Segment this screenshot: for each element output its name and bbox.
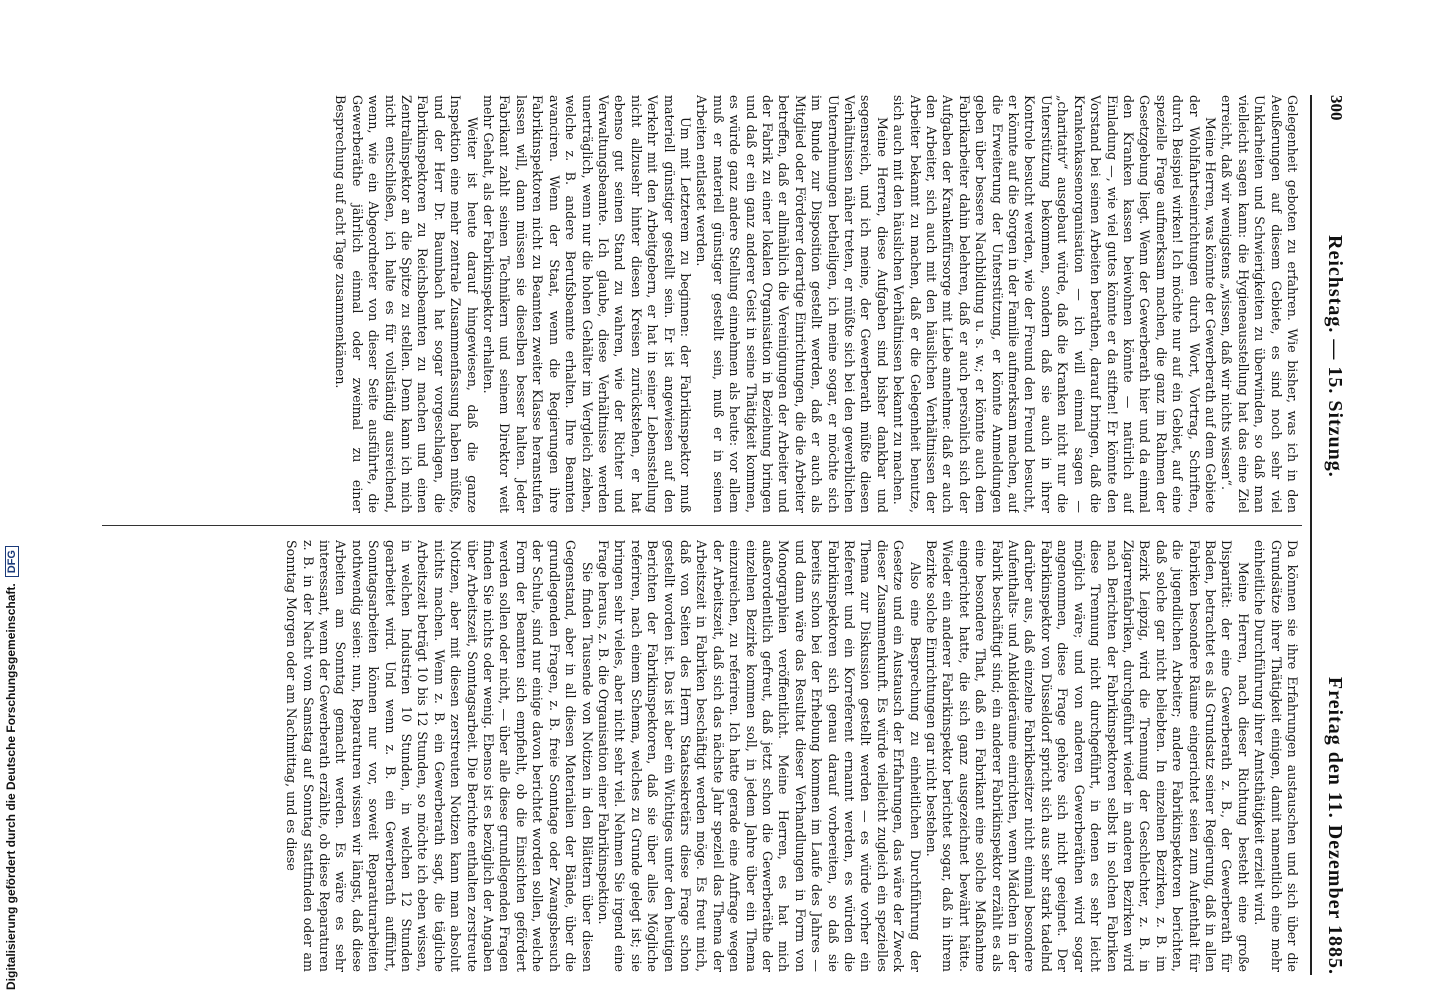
dfg-logo: DFG xyxy=(5,546,19,577)
funding-text: Digitalisierung gefördert durch die Deutsche Forschungsgemeinschaft. xyxy=(4,583,18,990)
scanned-page xyxy=(86,0,1422,1000)
paragraph: Da können sie ihre Erfahrungen austauschen und sich über die Grundsätze ihrer Thätigkeit einigen, damit namentlich eine mehr einheitliche Durchführung ihrer Amtsthätigkeit erzielt wird. xyxy=(1252,540,1300,972)
session-title: Reichstag. — 15. Sitzung. xyxy=(1324,235,1346,478)
header-rule xyxy=(1310,95,1312,975)
funding-footer xyxy=(4,546,19,990)
paragraph: Meine Herren, nach dieser Richtung besteht eine große Disparität: der eine Gewerberath z. B., der Gewerberath für Baden, betrachtet es als Grundsatz seiner Regierung, daß in allen Fabriken besondere Räume eingerichtet seien zum Aufenthalt für die jugendlichen Arbeiter; andere Fabrikinspektoren berichten, daß solche gar nicht beliebten. In einzelnen Bezirken, z. B. im Bezirk Leipzig, wird die Trennung der Geschlechter, z. B. in Zigarrenfabriken, durchgeführt wieder in anderen Bezirken wird nach Berichten der Fabrikinspektoren selbst in solchen Fabriken diese Trennung nicht durchgeführt, in denen es sehr leicht möglich wäre; und von anderen Gewerberäthen wird sogar angenommen, diese Frage gehöre sich nicht geeignet. Der Fabrikinspektor von Düsseldorf spricht sich aus sehr stark tadelnd darüber aus, daß einzelne Fabrikbesitzer nicht einmal besondere Aufenthalts- und Ankleideräume einrichten, wenn Mädchen in der Fabrik beschäftigt sind; ein anderer Fabrikinspektor erzählt es als eine besondere That, daß ein Fabrikant eine solche Maßnahme eingerichtet hatte, die sich ganz ausgezeichnet bewährt hätte. Wieder ein anderer Fabrikinspektor berichtet sogar, daß in ihrem Bezirke solche Einrichtungen gar nicht bestehen. xyxy=(924,540,1251,972)
page-number: 300 xyxy=(1327,95,1346,121)
session-date: Freitag den 11. Dezember 1885. xyxy=(1324,676,1346,975)
left-column xyxy=(110,95,1300,513)
right-column xyxy=(110,540,1300,972)
page-header xyxy=(1318,95,1348,975)
paragraph: Meine Herren, diese Aufgaben sind bisher dankbar und segensreich, und ich meine, der Gewerberath müßte diesen Verhältnissen näher treten, er müßte sich bei den gewerblichen Unternehmungen betheiligen, ich meine sogar, er möchte sich im Bunde zur Disposition gestellt werden, daß er auch als Mitglied oder Förderer derartige Einrichtungen, die die Arbeiter betreffen, daß er allmählich die Vereinigungen der Arbeiter und der Fabrik zu einer lokalen Organisation in Beziehung bringen und daß er ein ganz anderer Geist in seine Thätigkeit kommen, es würde ganz andere Stellung einnehmen als heute: vor allem muß er materiell günstiger gestellt sein, muß er in seinen Arbeiten entlastet werden. xyxy=(694,95,890,513)
paragraph: Also eine Besprechung zu einheitlichen Durchführung der Gesetze und ein Austausch der Erfahrungen, das wäre der Zweck dieser Zusammenkunft. Es würde vielleicht zugleich ein spezielles Thema zur Diskussion gestellt werden — es würde vorher ein Referent und ein Korreferent ernannt werden, es würden die Fabrikinspektoren sich genau darauf vorbereiten, so daß sie bereits schon bei der Erhebung kommen im Laufe des Jahres — und dann wäre das Resultat dieser Verhandlungen in Form von Monographien veröffentlicht. Meine Herren, es hat mich außerordentlich gefreut, daß jetzt schon die Gewerberäthe der einzelnen Bezirke kommen soll, in jedem Jahre über ein Thema einzureichen, zu referiren. Ich hatte gerade eine Anfrage wegen der Arbeitszeit, daß sich das nächste Jahr speziell das Thema der Arbeitszeit in Fabriken beschäftigt werden möge. Es freut mich, daß von Seiten des Herrn Staatssekretärs diese Frage schon gestellt worden ist. Das ist aber ein Wichtiges unter den heutigen Berichten der Fabrikinspektoren, daß sie über alles Mögliche referiren, nach einem Schema, welches zu Grunde gelegt ist; sie bringen sehr vieles, aber nicht sehr viel. Nehmen Sie irgend eine Frage heraus, z. B. die Organisation einer Fabrikinspektion. xyxy=(595,540,923,972)
paragraph: Um mit Letzterem zu beginnen: der Fabrikinspektor muß materiell günstiger gestellt sein. Er ist angewiesen auf den Verkehr mit den Arbeitgebern, er hat in seiner Lebensstellung nicht allzusehr hinter diesen Kreisen zurückstehen, er hat ebenso gut seinen Stand zu wahren, wie der Richter und Verwaltungsbeamte. Ich glaube, diese Verhältnisse werden unerträglich, wenn nur die hohen Gehälter im Vergleich ziehen, welche z. B. andere Berufsbeamte erhalten. Ihre Beamten avanciren. Wenn der Staat, wenn die Regierungen ihre Fabrikinspektoren nicht zu Beamten zweiter Klasse heranstufen lassen will, dann müssen sie dieselben besser halten. Jeder Fabrikant zahlt seinen Technikern und seinem Direktor weit mehr Gehalt, als der Fabrikinspektor erhalten. xyxy=(481,95,693,513)
column-divider xyxy=(102,525,1302,526)
paragraph: Meine Herren, was könnte der Gewerberath auf dem Gebiete der Wohlfahrtseinrichtungen durch Wort, Vortrag, Schriften, durch Beispiel wirken! Ich möchte nur auf ein Gebiet, auf eine spezielle Frage aufmerksam machen, die ganz im Rahmen der Gesetzgebung liegt. Wenn der Gewerberath hier und da einmal den Kranken kassen beiwohnen könnte — natürlich auf Einladung —, wie viel gutes könnte er da stiften! Er könnte den Vorstand bei seinen Arbeiten berathen, darauf bringen, daß die Krankenkassenorganisation — ich will einmal sagen — „charitativ“ ausgebaut würde, daß die Kranken nicht nur die Unterstützung bekommen, sondern daß sie auch in ihrer Kontrole besucht werden, wie der Freund den Freund besucht, er könnte auf die Sorgen in der Familie aufmerksam machen, auf die Erweiterung der Unterstützung, er könnte Anmeldungen geben über bessere Nachbildung u. s. w.; er könnte auch dem Fabrikarbeiter dahin belehren, daß er auch persönlich sich der Aufgaben der Krankenfürsorge mit Liebe annehme: daß er auch den Arbeiter, sich auch mit den häuslichen Verhältnissen der Arbeiter bekannt zu machen, daß er die Gelegenheit benutze, sich auch mit den häuslichen Verhältnissen bekannt zu machen. xyxy=(891,95,1218,513)
footer-strip xyxy=(0,0,26,1000)
paragraph: Sie finden Tausende von Notizen in den Blättern über diesen Gegenstand, aber in all diesen Materialien der Bände, über die grundlegenden Fragen, z. B. freie Sonntage oder Zwangsbesuch der Schule, sind nur einige davon berichtet worden sollen, welche Form der Beamten sich empfiehlt, ob die Einsichten gefördert werden sollen oder nicht, — über alle diese grundlegenden Fragen finden Sie nichts oder wenig. Ebenso ist es bezüglich der Angaben über Arbeitszeit, Sonntagsarbeit. Die Berichte enthalten zerstreute Notizen, aber mit diesen zerstreuten Notizen kann man absolut nichts machen. Wenn z. B. ein Gewerberath sagt, die tägliche Arbeitszeit beträgt 10 bis 12 Stunden, so möchte ich eben wissen, in welchen Industrien 10 Stunden, in welchen 12 Stunden gearbeitet wird. Und wenn z. B. ein Gewerberath aufführt, Sonntagsarbeiten können nur vor, soweit Reparaturarbeiten nothwendig seien: nun, Reparaturen wissen wir längst, daß diese Arbeiten am Sonntag gemacht werden. Es wäre es sehr interessant, wenn der Gewerberath erzählte, ob diese Reparaturen z. B. in der Nacht vom Samstag auf Sonntag stattfinden oder am Sonntag Morgen oder am Nachmittag, und es diese xyxy=(284,540,595,972)
paragraph: Gelegenheit geboten zu erfahren. Wie bisher, was ich in den Aeußerungen auf diesem Gebiete, es sind noch sehr viel Unklarheiten und Schwierigkeiten zu überwinden, so daß man vielleicht sagen kann: die Hygieneausstellung hat das eine Ziel erreicht, daß wir wenigstens „wissen, daß wir nichts wissen“. xyxy=(1219,95,1300,513)
paragraph: Weiter ist heute darauf hingewiesen, daß die ganze Inspektion eine mehr zentrale Zusammenfassung haben müßte, und der Herr Dr. Baumbach hat sogar vorgeschlagen, die Fabrikinspektoren zu Reichsbeamten zu machen und einen Zentralinspektor an die Spitze zu stellen. Denn kann ich mich nicht entschließen, ich halte es für vollständig ausreichend, wenn, wie ein Abgeordneter von dieser Seite ausführte, die Gewerberäthe jährlich einmal oder zweimal zu einer Besprechung auf acht Tage zusammenkämen. xyxy=(333,95,480,513)
